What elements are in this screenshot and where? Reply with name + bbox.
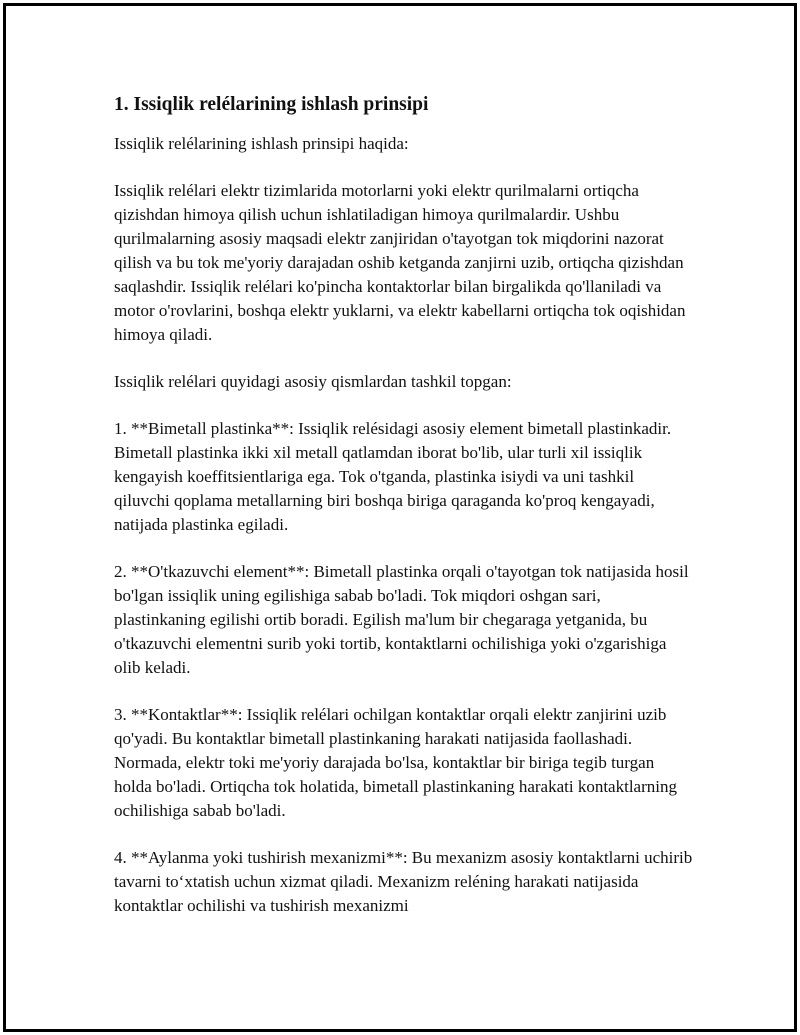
- list-item-conducting-element: 2. **O'tkazuvchi element**: Bimetall plastinka orqali o'tayotgan tok natijasida hosil bo'lgan issiqlik uning egilishiga sabab bo'ladi. Tok miqdori oshgan sari, plastinkaning egilishi ortib boradi. Egilish ma'lum bir chegaraga yetganida, bu o'tkazuvchi elementni surib yoki tortib, kontaktlarni ochilishiga yoki o'zgarishiga olib keladi.: [114, 562, 689, 677]
- list-item-contacts: 3. **Kontaktlar**: Issiqlik relélari ochilgan kontaktlar orqali elektr zanjirini uzib qo'yadi. Bu kontaktlar bimetall plastinkaning harakati natijasida faollashadi. Normada, elektr toki me'yoriy darajada bo'lsa, kontaktlar bir biriga tegib turgan holda bo'ladi. Ortiqcha tok holatida, bimetall plastinkaning harakati kontaktlarning ochilishiga sabab bo'ladi.: [114, 705, 677, 820]
- overview-paragraph: Issiqlik relélari elektr tizimlarida motorlarni yoki elektr qurilmalarni ortiqcha qizishdan himoya qilish uchun ishlatiladigan himoya qurilmalardir. Ushbu qurilmalarning asosiy maqsadi elektr zanjiridan o'tayotgan tok miqdorini nazorat qilish va bu tok me'yoriy darajadan oshib ketganda zanjirni uzib, ortiqcha qizishdan saqlashdir. Issiqlik relélari ko'pincha kontaktorlar bilan birgalikda qo'llaniladi va motor o'rovlarini, boshqa elektr yuklarni, va elektr kabellarni ortiqcha tok oqishidan himoya qiladi.: [114, 181, 686, 344]
- section-heading: 1. Issiqlik relélarining ishlash prinsipi: [114, 94, 429, 115]
- intro-paragraph: Issiqlik relélarining ishlash prinsipi haqida:: [114, 134, 409, 153]
- document-body: [114, 92, 694, 941]
- list-item-trip-mechanism: 4. **Aylanma yoki tushirish mexanizmi**: Bu mexanizm asosiy kontaktlarni uchirib tavarni to‘xtatish uchun xizmat qiladi. Mexanizm reléning harakati natijasida kontaktlar ochilishi va tushirish mexanizmi: [114, 848, 693, 915]
- list-item-bimetal-plate: 1. **Bimetall plastinka**: Issiqlik relésidagi asosiy element bimetall plastinkadir. Bimetall plastinka ikki xil metall qatlamdan iborat bo'lib, ular turli xil issiqlik kengayish koeffitsientlariga ega. Tok o'tganda, plastinka isiydi va uni tashkil qiluvchi qoplama metallarning biri boshqa biriga qaraganda ko'proq kengayadi, natijada plastinka egiladi.: [114, 419, 672, 534]
- components-intro-paragraph: Issiqlik relélari quyidagi asosiy qismlardan tashkil topgan:: [114, 372, 512, 391]
